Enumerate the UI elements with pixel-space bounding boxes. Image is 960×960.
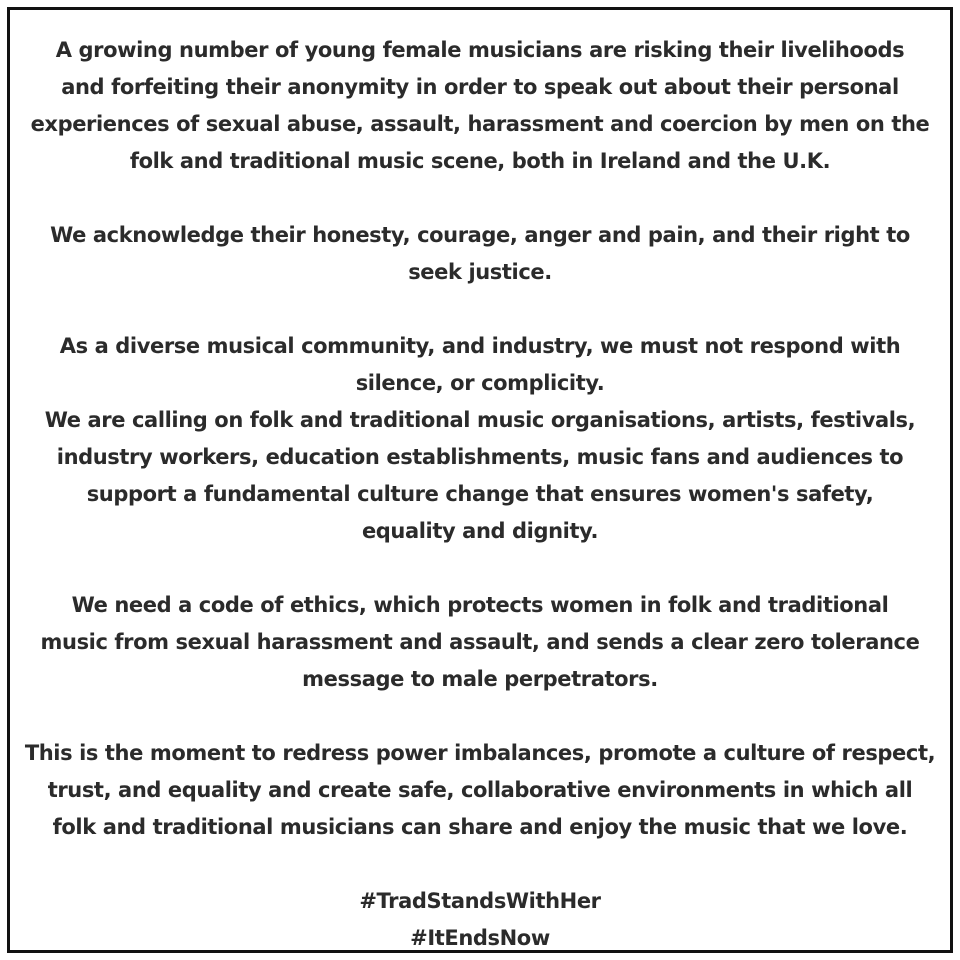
text-line: support a fundamental culture change that ensures women's safety, <box>86 482 874 506</box>
text-line: seek justice. <box>408 260 552 284</box>
text-line: We acknowledge their honesty, courage, anger and pain, and their right to <box>50 223 910 247</box>
text-line: folk and traditional musicians can share and enjoy the music that we love. <box>52 815 908 839</box>
text-line: equality and dignity. <box>361 519 599 543</box>
paragraph-gap <box>10 846 950 883</box>
paragraph-call-to-action <box>10 328 950 550</box>
statement-text <box>10 32 950 957</box>
text-line: industry workers, education establishments, music fans and audiences to <box>56 445 904 469</box>
text-line: A growing number of young female musicians are risking their livelihoods <box>55 38 905 62</box>
paragraph-code-of-ethics <box>10 587 950 698</box>
text-line: This is the moment to redress power imbalances, promote a culture of respect, <box>24 741 936 765</box>
paragraph-acknowledge <box>10 217 950 291</box>
paragraph-victims <box>10 32 950 180</box>
paragraph-gap <box>10 550 950 587</box>
hashtag-tradstandswithher: #TradStandsWithHer <box>359 889 601 913</box>
paragraph-moment <box>10 735 950 846</box>
statement-frame <box>7 7 953 953</box>
text-line: music from sexual harassment and assault, and sends a clear zero tolerance <box>40 630 920 654</box>
text-line: silence, or complicity. <box>355 371 605 395</box>
text-line: We are calling on folk and traditional music organisations, artists, festivals, <box>44 408 916 432</box>
text-line: As a diverse musical community, and industry, we must not respond with <box>59 334 901 358</box>
paragraph-gap <box>10 698 950 735</box>
text-line: message to male perpetrators. <box>302 667 658 691</box>
text-line: trust, and equality and create safe, collaborative environments in which all <box>47 778 913 802</box>
text-line: and forfeiting their anonymity in order to speak out about their personal <box>61 75 899 99</box>
text-line: We need a code of ethics, which protects women in folk and traditional <box>71 593 889 617</box>
paragraph-gap <box>10 291 950 328</box>
text-line: folk and traditional music scene, both in Ireland and the U.K. <box>129 149 831 173</box>
hashtag-itendsnow: #ItEndsNow <box>410 926 550 950</box>
hashtags <box>10 883 950 957</box>
paragraph-gap <box>10 180 950 217</box>
text-line: experiences of sexual abuse, assault, harassment and coercion by men on the <box>30 112 930 136</box>
